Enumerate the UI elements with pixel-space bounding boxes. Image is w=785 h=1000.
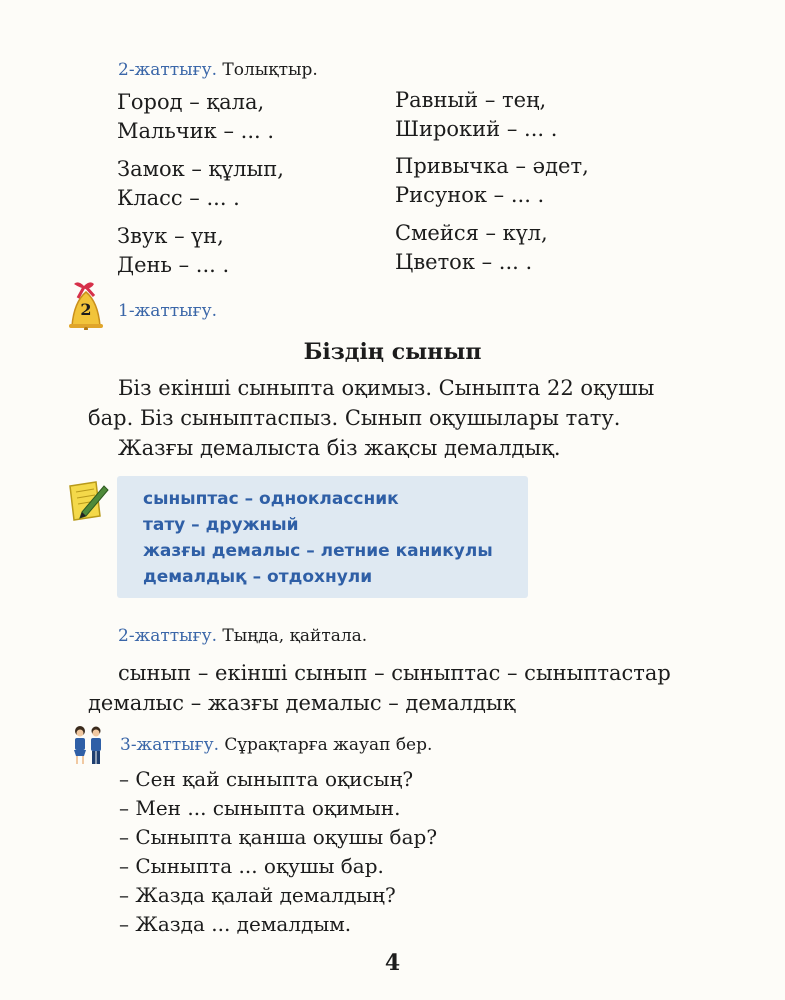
exercise-3-heading — [120, 735, 432, 755]
word-line: Класс – ... . — [117, 186, 240, 210]
dialog-list — [119, 765, 437, 939]
word-line: Рисунок – ... . — [395, 183, 545, 207]
word-line: Город – қала, — [117, 90, 265, 114]
exercise-number: 2-жаттығу. — [118, 60, 217, 80]
vocabulary-item: сыныптас – одноклассник — [143, 489, 399, 509]
paragraph-line: бар. Біз сыныптаспыз. Сынып оқушылары тату. — [88, 406, 621, 430]
word-line: Равный – тең, — [395, 88, 547, 112]
exercise-number: 2-жаттығу. — [118, 626, 217, 646]
dialog-line: – Сыныпта ... оқушы бар. — [119, 854, 384, 878]
paragraph-line: Біз екінші сыныпта оқимыз. Сыныпта 22 оқушы — [118, 376, 655, 400]
vocabulary-item: тату – дружный — [143, 515, 299, 535]
dialog-line: – Мен ... сыныпта оқимын. — [119, 796, 401, 820]
chain-line: демалыс – жазғы демалыс – демалдық — [88, 691, 516, 715]
dialog-line: – Жазда қалай демалдың? — [119, 883, 396, 907]
children-icon — [68, 724, 108, 766]
word-line: Замок – құлып, — [117, 157, 284, 181]
word-pair — [117, 155, 284, 213]
dialog-line: – Жазда ... демалдым. — [119, 912, 352, 936]
dialog-line: – Сен қай сыныпта оқисың? — [119, 767, 414, 791]
exercise-2-listen-heading — [118, 626, 367, 646]
word-pair — [117, 222, 229, 280]
word-line: День – ... . — [117, 253, 230, 277]
page-number: 4 — [384, 950, 401, 976]
exercise-1-heading — [118, 301, 217, 321]
word-pair — [117, 88, 274, 146]
bell-icon — [64, 278, 108, 330]
exercise-number: 3-жаттығу. — [120, 735, 219, 755]
word-pair — [395, 219, 548, 277]
word-line: Цветок – ... . — [395, 250, 533, 274]
exercise-number: 1-жаттығу. — [118, 301, 217, 321]
exercise-2-heading — [118, 60, 318, 80]
exercise-instruction: Толықтыр. — [216, 60, 318, 80]
word-line: Смейся – күл, — [395, 221, 548, 245]
text-title: Біздің сынып — [303, 339, 482, 365]
word-line: Привычка – әдет, — [395, 154, 589, 178]
vocabulary-list — [143, 486, 493, 590]
bell-number: 2 — [80, 300, 92, 319]
chain-line: сынып – екінші сынып – сыныптас – сыныптастар — [118, 661, 671, 685]
paragraph-line: Жазғы демалыста біз жақсы демалдық. — [118, 436, 561, 460]
pencil-notebook-icon — [66, 478, 110, 522]
word-line: Мальчик – ... . — [117, 119, 275, 143]
exercise-instruction: Тыңда, қайтала. — [216, 626, 368, 646]
word-line: Широкий – ... . — [395, 117, 558, 141]
vocabulary-item: демалдық – отдохнули — [143, 567, 373, 587]
dialog-line: – Сыныпта қанша оқушы бар? — [119, 825, 438, 849]
vocabulary-item: жазғы демалыс – летние каникулы — [143, 541, 493, 561]
word-line: Звук – үн, — [117, 224, 224, 248]
word-pair — [395, 86, 557, 144]
word-pair — [395, 152, 589, 210]
exercise-instruction: Сұрақтарға жауап бер. — [218, 735, 433, 755]
